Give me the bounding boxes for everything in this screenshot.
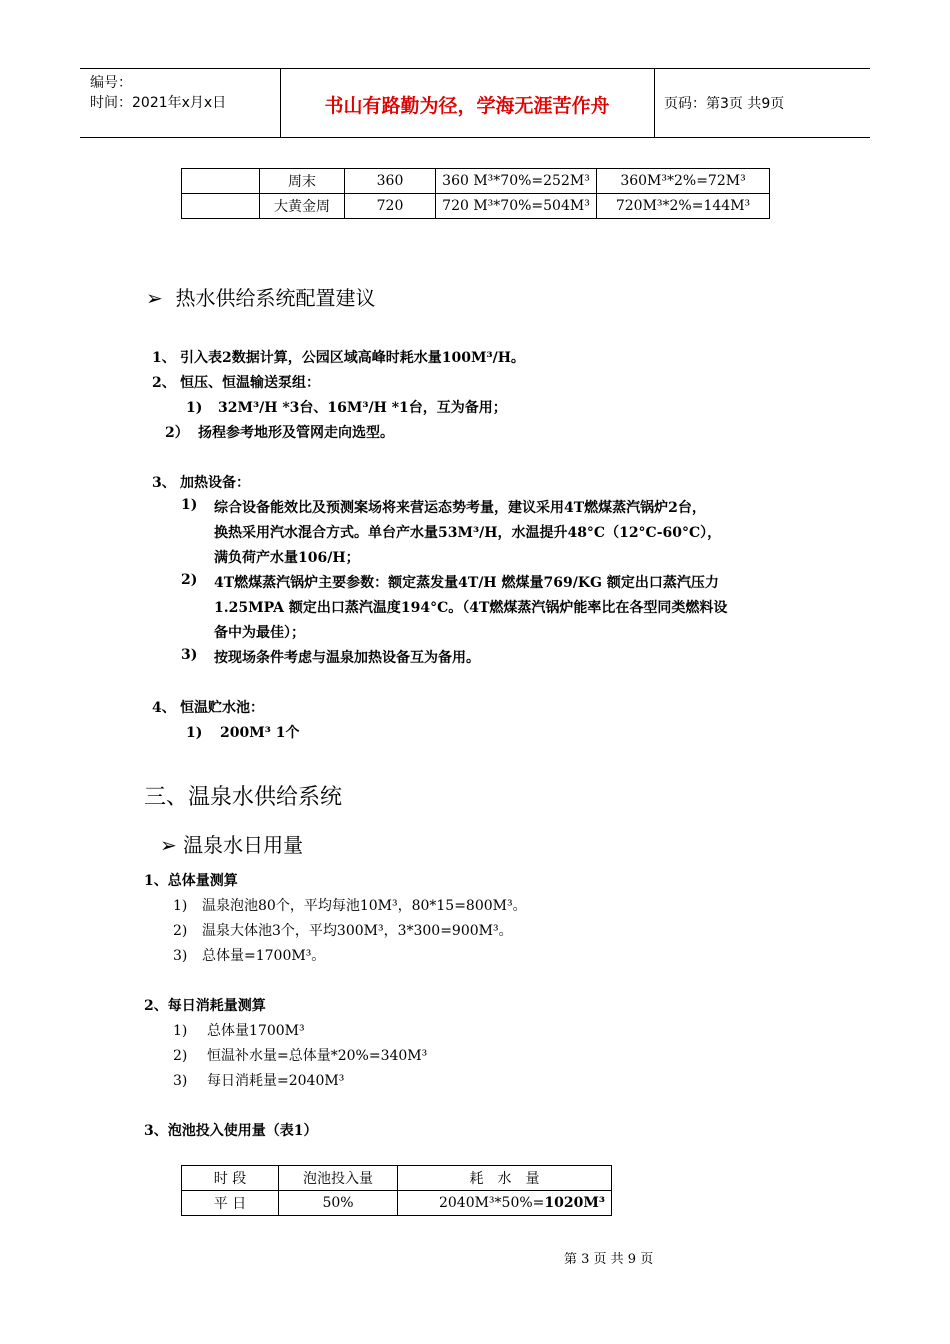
item-text: 扬程参考地形及管网走向选型。: [198, 425, 394, 441]
column-header: 时 段: [182, 1166, 279, 1191]
group-title: 3、泡池投入使用量（表1）: [144, 1123, 318, 1139]
list-item-number: 2): [181, 572, 198, 588]
item-number: 4、: [152, 700, 176, 716]
table-cell: 平 日: [182, 1191, 279, 1216]
list-item: [173, 1020, 305, 1040]
list-item: [186, 397, 507, 417]
item-text: 引入表2数据计算，公园区域高峰时耗水量100M³/H。: [180, 350, 525, 366]
list-item-number: 1): [181, 497, 198, 513]
table-cell: 720M³*2%=144M³: [597, 194, 770, 219]
list-item: [186, 722, 299, 742]
table-cell: [182, 194, 260, 219]
item-text: 恒压、恒温输送泵组：: [180, 375, 320, 391]
pool-usage-table: [181, 1165, 612, 1216]
header-divider: [654, 69, 655, 137]
table-cell: [398, 1191, 612, 1216]
list-item: [173, 920, 513, 940]
list-item-text: 满负荷产水量106/H；: [214, 550, 360, 566]
item-text: 每日消耗量=2040M³: [207, 1073, 345, 1089]
table-cell: 360 M³*70%=252M³: [436, 169, 597, 194]
item-number: 1): [186, 725, 203, 741]
list-item: [173, 1070, 344, 1090]
item-number: 2): [173, 1048, 188, 1064]
item-number: 1): [186, 400, 203, 416]
table-row: [182, 194, 770, 219]
table-cell: 360: [345, 169, 436, 194]
item-number: 1): [173, 898, 188, 914]
item-number: 1): [173, 1023, 188, 1039]
group-title: 1、总体量测算: [144, 873, 238, 889]
list-item: [173, 895, 527, 915]
item-text: 恒温贮水池：: [180, 700, 264, 716]
list-item-text: 备中为最佳）；: [214, 625, 305, 641]
table-row: [182, 1191, 612, 1216]
group-title: 2、每日消耗量测算: [144, 998, 266, 1014]
list-item: [152, 697, 264, 717]
header-page-label: 页码：第3页 共9页: [664, 96, 785, 112]
item-number: 3): [173, 948, 188, 964]
section-title: 三、温泉水供给系统: [144, 785, 343, 810]
list-item-text: 1.25MPA 额定出口蒸汽温度194°C。（4T燃煤蒸汽锅炉能率比在各型同类燃料设: [214, 600, 728, 616]
item-text: 温泉大体池3个，平均300M³，3*300=900M³。: [202, 923, 513, 939]
code-label: 编号：: [90, 75, 132, 91]
arrow-bullet-icon: ➢: [160, 833, 177, 857]
header-left: [90, 73, 226, 113]
item-number: 2、: [152, 375, 176, 391]
item-number: 3): [173, 1073, 188, 1089]
list-item: [152, 347, 525, 367]
formula-text: 2040M³*50%=: [438, 1195, 545, 1211]
page-footer: 第 3 页 共 9 页: [564, 1252, 654, 1267]
item-text: 总体量1700M³: [207, 1023, 305, 1039]
heading-text: 热水供给系统配置建议: [175, 286, 376, 310]
list-item: [152, 472, 250, 492]
table-row: [182, 169, 770, 194]
water-usage-table: [181, 168, 770, 219]
table-cell: [182, 169, 260, 194]
list-item-text: 综合设备能效比及预测案场将来营运态势考量，建议采用4T燃煤蒸汽锅炉2台，: [214, 500, 706, 516]
table-cell: 720: [345, 194, 436, 219]
list-item: [173, 945, 325, 965]
list-item-text: 换热采用汽水混合方式。单台产水量53M³/H，水温提升48°C（12°C-60°C），: [214, 525, 722, 541]
table-header-row: [182, 1166, 612, 1191]
column-header: 耗 水 量: [398, 1166, 612, 1191]
item-number: 3、: [152, 475, 176, 491]
table-cell: 大黄金周: [260, 194, 345, 219]
item-number: 2）: [165, 425, 189, 441]
list-item: [165, 422, 394, 442]
heading-text: 温泉水日用量: [183, 833, 304, 857]
item-text: 总体量=1700M³。: [202, 948, 326, 964]
list-item-text: 4T燃煤蒸汽锅炉主要参数：额定蒸发量4T/H 燃煤量769/KG 额定出口蒸汽压力: [214, 575, 719, 591]
header-motto: 书山有路勤为径，学海无涯苦作舟: [324, 95, 610, 117]
arrow-bullet-icon: ➢: [146, 286, 163, 310]
item-text: 温泉泡池80个，平均每池10M³，80*15=800M³。: [202, 898, 527, 914]
item-number: 2): [173, 923, 188, 939]
list-item-number: 3): [181, 647, 198, 663]
section-heading-hot-water: [146, 282, 375, 311]
item-text: 加热设备：: [180, 475, 250, 491]
sub-heading: [160, 829, 303, 858]
page-header: [80, 68, 870, 138]
table-cell: 周末: [260, 169, 345, 194]
item-number: 1、: [152, 350, 176, 366]
table-cell: 360M³*2%=72M³: [597, 169, 770, 194]
table-cell: 50%: [279, 1191, 398, 1216]
column-header: 泡池投入量: [279, 1166, 398, 1191]
list-item-text: 按现场条件考虑与温泉加热设备互为备用。: [214, 650, 480, 666]
list-item: [173, 1045, 427, 1065]
item-text: 恒温补水量=总体量*20%=340M³: [207, 1048, 428, 1064]
table-cell: 720 M³*70%=504M³: [436, 194, 597, 219]
item-text: 32M³/H *3台、16M³/H *1台，互为备用；: [218, 400, 507, 416]
list-item: [152, 372, 320, 392]
time-label: 时间：2021年x月x日: [90, 95, 227, 111]
item-text: 200M³ 1个: [220, 725, 300, 741]
result-value: 1020M³: [544, 1195, 605, 1211]
